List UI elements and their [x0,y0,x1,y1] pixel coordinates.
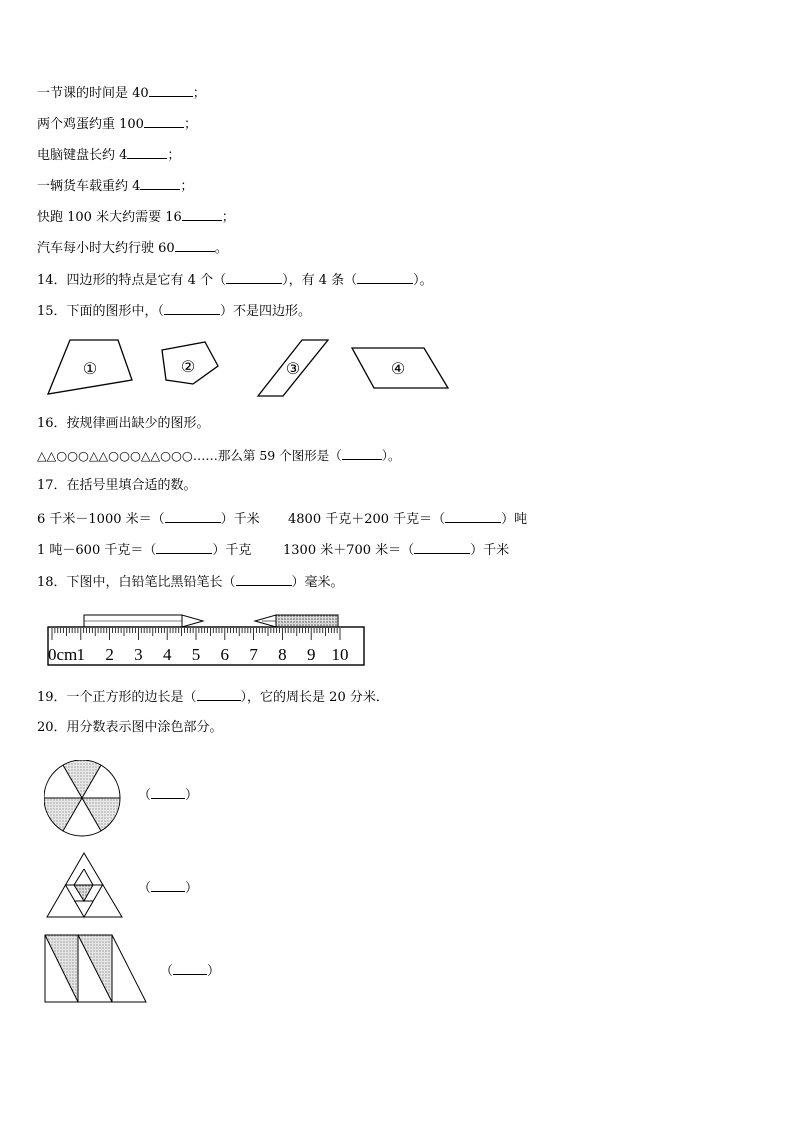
ruler-label: 7 [249,645,258,664]
answer-blank[interactable] [342,447,382,460]
answer-blank[interactable] [445,510,501,523]
ruler-label: 2 [105,645,114,664]
ruler-label: 1 [76,645,86,664]
quadrilateral-shapes-figure [40,336,460,402]
fill-line-4: 一辆货车载重约 4 ； [37,179,194,194]
ruler-label: 8 [278,645,287,664]
answer-blank[interactable] [414,541,470,554]
fill-line-2: 两个鸡蛋约重 100 ； [37,117,197,132]
triangle-shaded-part [74,885,93,901]
question-17-item-4: 1300 米＋700 米＝（ ）千米 [283,543,510,558]
ruler-label: 6 [220,645,230,664]
answer-blank[interactable] [144,115,184,128]
question-17-item-2: 4800 千克＋200 千克＝（ ）吨 [288,512,528,527]
question-19: 19．一个正方形的边长是（ ），它的周长是 20 分米． [37,690,389,705]
shape-4-label: ④ [390,359,406,378]
question-16-sequence: △△○○○△△○○○△△○○○……那么第 59 个图形是（ ）。 [37,448,401,463]
shaded-circle-figure [44,760,124,840]
answer-blank[interactable] [156,541,212,554]
circle-shaded-sector-left [44,798,82,831]
triangle-answer: （ ） [138,881,199,896]
question-17-item-3: 1 吨－600 千克＝（ ）千克 [37,543,252,558]
white-pencil [84,615,203,627]
answer-blank[interactable] [236,573,292,586]
answer-blank[interactable] [173,962,207,975]
answer-blank[interactable] [140,177,180,190]
ruler-label: 0cm [48,645,78,664]
shape-3-label: ③ [285,359,301,378]
answer-blank[interactable] [197,688,241,701]
shaded-parallelograms-figure [42,932,150,1006]
answer-blank[interactable] [357,271,413,284]
fill-line-5: 快跑 100 米大约需要 16 ； [37,210,235,225]
shaded-triangle-figure [46,852,128,920]
answer-blank[interactable] [127,146,167,159]
answer-blank[interactable] [175,239,215,252]
question-17-item-1: 6 千米－1000 米＝（ ）千米 [37,512,260,527]
question-14: 14．四边形的特点是它有 4 个（ ），有 4 条（ ）。 [37,273,433,288]
answer-blank[interactable] [151,879,185,892]
shape-2-label: ② [180,357,196,376]
black-pencil [255,615,338,627]
answer-blank[interactable] [182,208,222,221]
ruler-label: 10 [331,645,349,664]
question-17-title: 17．在括号里填合适的数。 [37,478,197,493]
question-15: 15．下面的图形中，（ ）不是四边形。 [37,304,312,319]
answer-blank[interactable] [151,786,185,799]
answer-blank[interactable] [149,84,193,97]
question-18: 18．下图中，白铅笔比黑铅笔长（ ）毫米。 [37,575,344,590]
answer-blank[interactable] [226,271,282,284]
fill-line-1: 一节课的时间是 40 ； [37,86,206,101]
ruler-label: 9 [306,645,316,664]
ruler-pencils-figure [44,606,368,668]
answer-blank[interactable] [164,302,220,315]
circle-shaded-sector-top [63,760,101,798]
question-20-title: 20．用分数表示图中涂色部分。 [37,720,223,735]
circle-answer: （ ） [138,788,199,803]
answer-blank[interactable] [165,510,221,523]
question-16-title: 16．按规律画出缺少的图形。 [37,416,210,431]
ruler-label: 5 [191,645,201,664]
circle-shaded-sector-right [82,798,120,831]
shape-1-label: ① [82,359,98,378]
parallelogram-answer: （ ） [160,964,221,979]
ruler-label: 4 [162,645,172,664]
fill-line-3: 电脑键盘长约 4 ； [37,148,181,163]
fill-line-6: 汽车每小时大约行驶 60 。 [37,241,228,256]
ruler-label: 3 [134,645,143,664]
